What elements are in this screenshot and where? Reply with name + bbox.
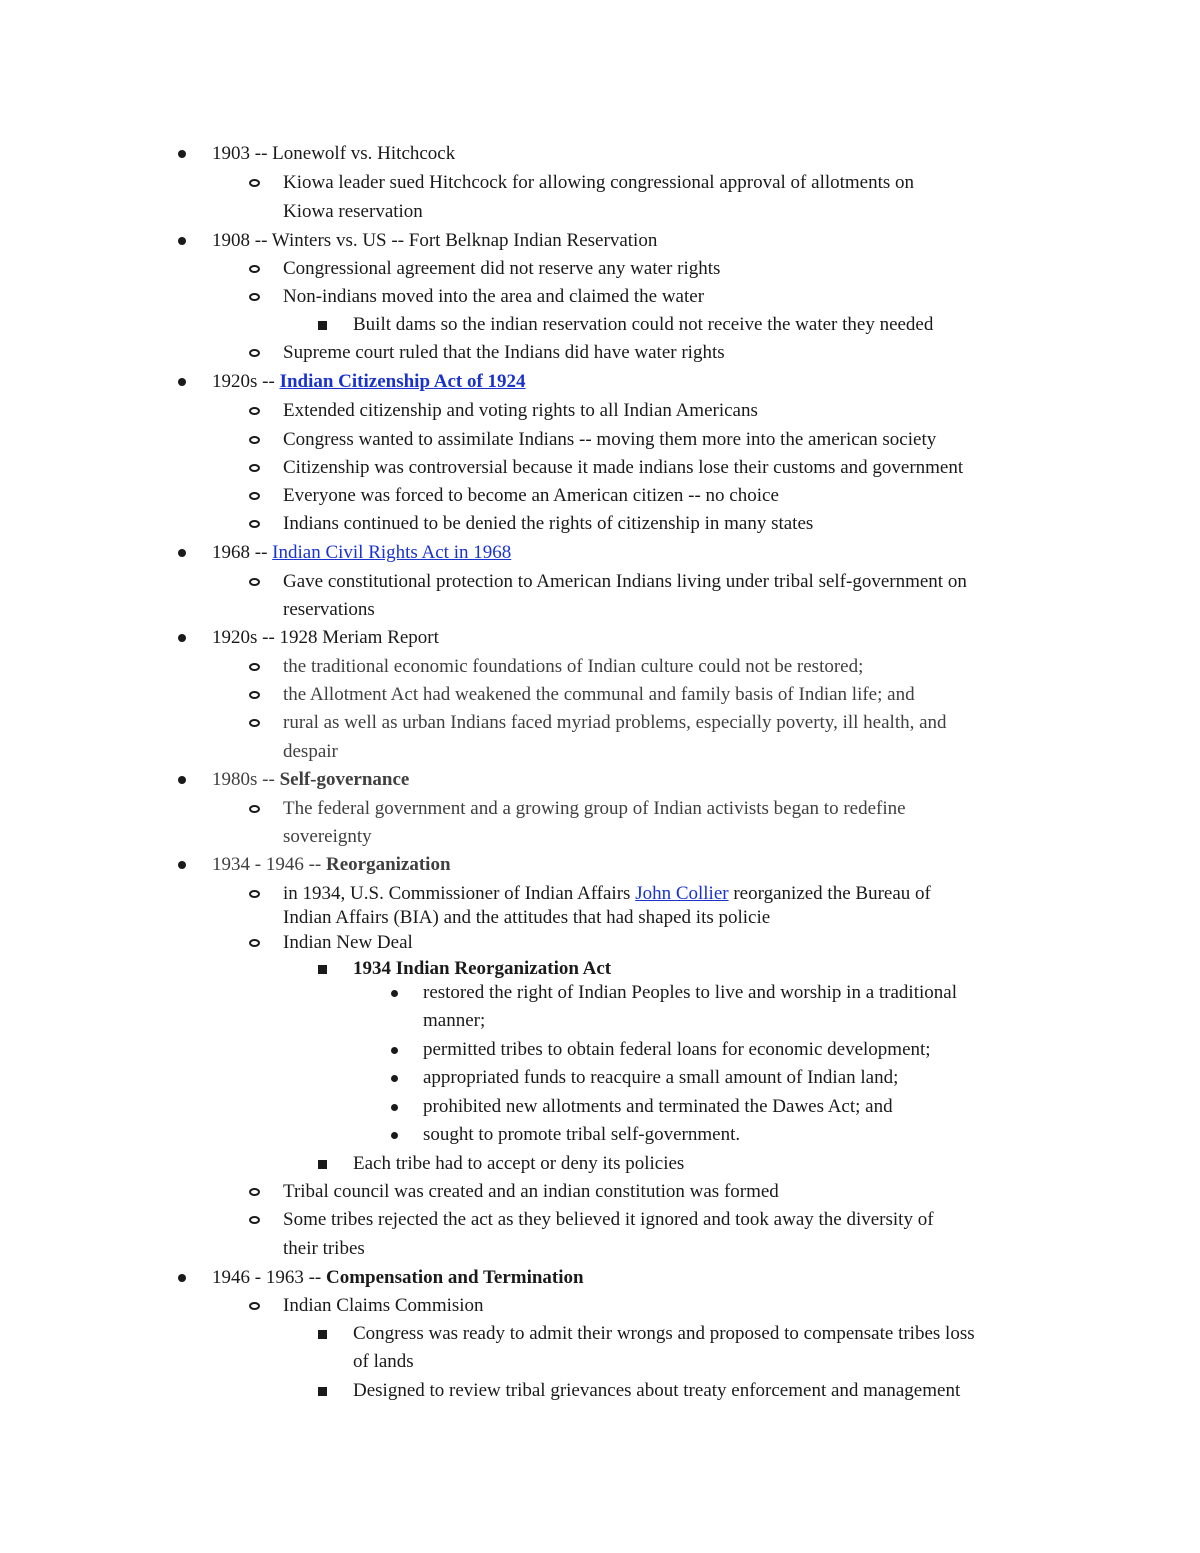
item-text: Indians continued to be denied the rights of citizenship in many states xyxy=(283,513,814,534)
document-link[interactable]: Indian Civil Rights Act in 1968 xyxy=(272,542,512,563)
hollow-bullet-icon xyxy=(249,179,260,187)
filled-bullet-icon xyxy=(178,549,186,557)
sub-item xyxy=(283,931,413,955)
sub-item xyxy=(283,1294,484,1318)
item-text: sought to promote tribal self-government. xyxy=(423,1124,741,1145)
item-text: Citizenship was controversial because it made indians lose their customs and government xyxy=(283,457,964,478)
square-bullet-icon xyxy=(318,321,327,330)
item-text: Kiowa leader sued Hitchcock for allowing congressional approval of allotments on xyxy=(283,172,915,193)
item-text: reservations xyxy=(283,599,375,620)
hollow-bullet-icon xyxy=(249,293,260,301)
item-text: the Allotment Act had weakened the communal and family basis of Indian life; and xyxy=(283,684,915,705)
item-text: 1934 - 1946 -- xyxy=(212,854,326,875)
filled-bullet-icon xyxy=(391,1132,398,1139)
item-text: reorganized the Bureau of xyxy=(728,883,931,904)
sub-sub-item xyxy=(353,1322,975,1346)
detail-item xyxy=(423,1066,898,1090)
bold-heading-text: Self-governance xyxy=(279,769,410,790)
item-text: manner; xyxy=(423,1010,486,1031)
hollow-bullet-icon xyxy=(249,719,260,727)
item-text: Some tribes rejected the act as they believed it ignored and took away the diversity of xyxy=(283,1209,934,1230)
hollow-bullet-icon xyxy=(249,407,260,415)
filled-bullet-icon xyxy=(178,237,186,245)
sub-item-continuation xyxy=(283,740,338,764)
item-text: Kiowa reservation xyxy=(283,201,423,222)
filled-bullet-icon xyxy=(391,1075,398,1082)
sub-item xyxy=(283,570,967,594)
item-text: prohibited new allotments and terminated the Dawes Act; and xyxy=(423,1096,893,1117)
timeline-item xyxy=(212,626,439,650)
sub-item xyxy=(283,341,725,365)
sub-sub-item xyxy=(353,957,611,981)
detail-item-continuation xyxy=(423,1009,485,1033)
detail-item xyxy=(423,1038,931,1062)
square-bullet-icon xyxy=(318,965,327,974)
filled-bullet-icon xyxy=(178,378,186,386)
filled-bullet-icon xyxy=(178,1274,186,1282)
item-text: rural as well as urban Indians faced myriad problems, especially poverty, ill health, and xyxy=(283,712,947,733)
sub-item xyxy=(283,285,704,309)
item-text: Supreme court ruled that the Indians did have water rights xyxy=(283,342,725,363)
sub-sub-item xyxy=(353,313,933,337)
item-text: Extended citizenship and voting rights to all Indian Americans xyxy=(283,400,758,421)
item-text: Built dams so the indian reservation could not receive the water they needed xyxy=(353,314,934,335)
sub-item xyxy=(283,456,963,480)
item-text: their tribes xyxy=(283,1238,365,1259)
item-text: in 1934, U.S. Commissioner of Indian Affairs xyxy=(283,883,636,904)
item-text: Non-indians moved into the area and claimed the water xyxy=(283,286,705,307)
item-text: Everyone was forced to become an American citizen -- no choice xyxy=(283,485,779,506)
hollow-bullet-icon xyxy=(249,890,260,898)
filled-bullet-icon xyxy=(178,776,186,784)
item-text: 1920s -- xyxy=(212,371,280,392)
sub-item xyxy=(283,171,914,195)
item-text: 1946 - 1963 -- xyxy=(212,1267,326,1288)
timeline-item xyxy=(212,370,526,394)
timeline-item xyxy=(212,1266,584,1290)
item-text: Tribal council was created and an indian constitution was formed xyxy=(283,1181,779,1202)
timeline-item xyxy=(212,142,455,166)
hollow-bullet-icon xyxy=(249,1216,260,1224)
sub-item xyxy=(283,257,720,281)
sub-item xyxy=(283,882,931,906)
hollow-bullet-icon xyxy=(249,578,260,586)
item-text: Indian Affairs (BIA) and the attitudes that had shaped its policie xyxy=(283,907,771,928)
sub-item xyxy=(283,484,779,508)
timeline-item xyxy=(212,853,451,877)
filled-bullet-icon xyxy=(391,1104,398,1111)
hollow-bullet-icon xyxy=(249,349,260,357)
filled-bullet-icon xyxy=(178,634,186,642)
bold-heading-text: Reorganization xyxy=(325,854,451,875)
item-text: Indian Claims Commision xyxy=(283,1295,484,1316)
item-text: 1968 -- xyxy=(212,542,273,563)
sub-item-continuation xyxy=(283,906,770,930)
sub-item-continuation xyxy=(283,1237,365,1261)
item-text: Congress wanted to assimilate Indians -- moving them more into the american society xyxy=(283,429,937,450)
sub-item xyxy=(283,399,758,423)
item-text: 1903 -- Lonewolf vs. Hitchcock xyxy=(212,143,456,164)
item-text: restored the right of Indian Peoples to live and worship in a traditional xyxy=(423,982,957,1003)
sub-item xyxy=(283,1180,779,1204)
item-text: sovereignty xyxy=(283,826,372,847)
item-text: Designed to review tribal grievances about treaty enforcement and management xyxy=(353,1380,961,1401)
item-text: 1920s -- 1928 Meriam Report xyxy=(212,627,439,648)
item-text: Gave constitutional protection to American Indians living under tribal self-government on xyxy=(283,571,967,592)
hollow-bullet-icon xyxy=(249,805,260,813)
item-text: permitted tribes to obtain federal loans for economic development; xyxy=(423,1039,931,1060)
hollow-bullet-icon xyxy=(249,464,260,472)
sub-item xyxy=(283,512,813,536)
hollow-bullet-icon xyxy=(249,436,260,444)
sub-sub-item xyxy=(353,1152,684,1176)
sub-item xyxy=(283,428,936,452)
sub-item xyxy=(283,711,947,735)
filled-bullet-icon xyxy=(391,1047,398,1054)
filled-bullet-icon xyxy=(178,150,186,158)
hollow-bullet-icon xyxy=(249,663,260,671)
detail-item xyxy=(423,1123,740,1147)
item-text: Congressional agreement did not reserve any water rights xyxy=(283,258,721,279)
sub-sub-item xyxy=(353,1379,960,1403)
bold-heading-text: Compensation and Termination xyxy=(325,1267,584,1288)
item-text: appropriated funds to reacquire a small amount of Indian land; xyxy=(423,1067,899,1088)
item-text: the traditional economic foundations of Indian culture could not be restored; xyxy=(283,656,864,677)
item-text: despair xyxy=(283,741,338,762)
sub-item xyxy=(283,797,906,821)
detail-item xyxy=(423,981,957,1005)
hollow-bullet-icon xyxy=(249,265,260,273)
item-text: The federal government and a growing group of Indian activists began to redefine xyxy=(283,798,906,819)
timeline-item xyxy=(212,768,409,792)
detail-item xyxy=(423,1095,893,1119)
sub-item xyxy=(283,655,863,679)
item-text: 1980s -- xyxy=(212,769,280,790)
hollow-bullet-icon xyxy=(249,1188,260,1196)
timeline-item xyxy=(212,229,657,253)
item-text: of lands xyxy=(353,1351,414,1372)
item-text: Each tribe had to accept or deny its policies xyxy=(353,1153,685,1174)
square-bullet-icon xyxy=(318,1160,327,1169)
timeline-item xyxy=(212,541,511,565)
bold-heading-text: 1934 Indian Reorganization Act xyxy=(353,958,612,979)
hollow-bullet-icon xyxy=(249,492,260,500)
hollow-bullet-icon xyxy=(249,520,260,528)
sub-item-continuation xyxy=(283,825,372,849)
filled-bullet-icon xyxy=(178,861,186,869)
square-bullet-icon xyxy=(318,1387,327,1396)
hollow-bullet-icon xyxy=(249,939,260,947)
document-link[interactable]: Indian Citizenship Act of 1924 xyxy=(279,371,526,392)
sub-item-continuation xyxy=(283,200,423,224)
sub-sub-item-continuation xyxy=(353,1350,414,1374)
item-text: 1908 -- Winters vs. US -- Fort Belknap Indian Reservation xyxy=(212,230,658,251)
item-text: Congress was ready to admit their wrongs and proposed to compensate tribes loss xyxy=(353,1323,975,1344)
sub-item xyxy=(283,683,915,707)
hollow-bullet-icon xyxy=(249,691,260,699)
filled-bullet-icon xyxy=(391,990,398,997)
document-link[interactable]: John Collier xyxy=(635,883,729,904)
sub-item xyxy=(283,1208,934,1232)
sub-item-continuation xyxy=(283,598,375,622)
square-bullet-icon xyxy=(318,1330,327,1339)
hollow-bullet-icon xyxy=(249,1302,260,1310)
item-text: Indian New Deal xyxy=(283,932,413,953)
